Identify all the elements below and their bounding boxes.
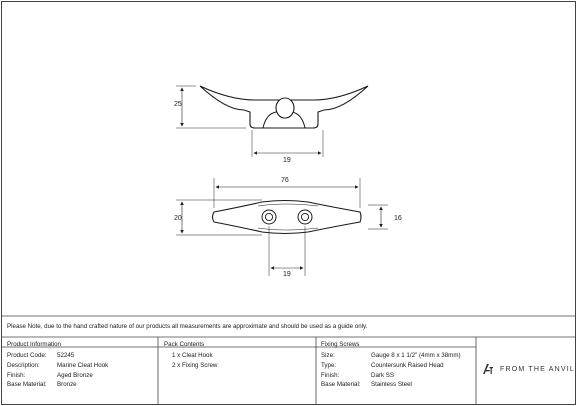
product-code-label: Product Code: [7, 352, 47, 359]
screw-hole-right [298, 210, 312, 224]
cleat-top-view [213, 201, 362, 234]
size-label: Size: [321, 352, 335, 359]
type-label: Type: [321, 362, 337, 369]
product-info-title: Product Information [7, 341, 61, 348]
dim-top-base-width [368, 205, 402, 229]
fixing-screws-title: Fixing Screws [321, 341, 360, 348]
dim-side-base [252, 130, 323, 164]
type-value: Countersunk Raised Head [371, 362, 444, 369]
screw-finish-label: Finish: [321, 372, 340, 379]
anvil-logo-icon [482, 363, 494, 375]
screw-base-material-value: Stainless Steel [371, 381, 412, 388]
dim-label-hole-spacing: 19 [283, 271, 291, 278]
brand-block [482, 363, 575, 375]
base-material-label: Base Material: [7, 381, 47, 388]
cleat-side-view [200, 86, 368, 128]
description-value: Marine Cleat Hook [57, 362, 109, 369]
pack-item: 1 x Cleat Hook [172, 352, 213, 359]
base-material-value: Bronze [57, 381, 77, 388]
dim-label-top-width: 20 [174, 215, 182, 222]
measurement-notice: Please Note, due to the hand crafted nature of our products all measurements are approximate and should be used as a guide only. [7, 323, 368, 330]
screw-hole-left [262, 210, 276, 224]
finish-value: Aged Bronze [57, 372, 93, 379]
dim-label-top-length: 76 [281, 177, 289, 184]
dim-label-side-base: 19 [283, 157, 291, 164]
screw-base-material-label: Base Material: [321, 381, 361, 388]
dim-label-side-height: 25 [174, 101, 182, 108]
pack-item: 2 x Fixing Screw [172, 362, 218, 369]
description-label: Description: [7, 362, 40, 369]
product-code-value: 52245 [57, 352, 75, 359]
finish-label: Finish: [7, 372, 26, 379]
dim-label-top-base-width: 16 [394, 215, 402, 222]
pack-contents-title: Pack Contents [164, 341, 205, 348]
screw-finish-value: Dark SS [371, 372, 395, 379]
brand-name: FROM THE ANVIL [500, 365, 576, 373]
size-value: Gauge 8 x 1 1/2" (4mm x 38mm) [371, 352, 461, 359]
